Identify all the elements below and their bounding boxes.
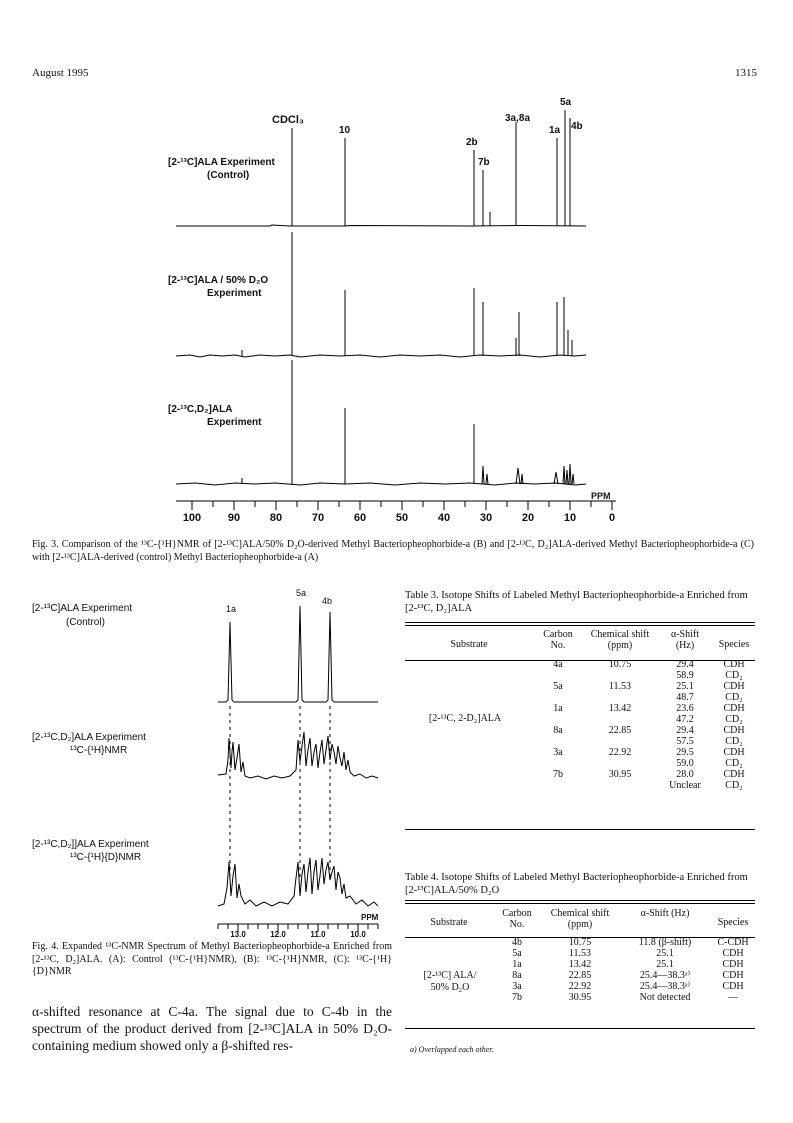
figure-4-spectra bbox=[0, 0, 400, 940]
table4-cell: CDH bbox=[722, 970, 744, 981]
fig3-tick-label: 10 bbox=[563, 512, 577, 524]
table4-cell: 22.85 bbox=[568, 970, 592, 981]
table4-cell: 22.92 bbox=[568, 981, 592, 992]
table3-cell: 11.53 bbox=[608, 681, 632, 692]
table3-cell: 47.2 bbox=[676, 714, 694, 725]
table4-cell: CDH bbox=[722, 948, 744, 959]
table4-cell: C-CDH bbox=[717, 937, 749, 948]
fig3-tick-label: 20 bbox=[521, 512, 535, 524]
table4-cell: Not detected bbox=[639, 992, 691, 1003]
fig3-tick-label: 80 bbox=[269, 512, 283, 524]
table3-cell bbox=[583, 714, 657, 725]
table3-cell: 4a bbox=[553, 659, 563, 670]
table4-cell: 25.4—38.3ᵃ⁾ bbox=[639, 981, 691, 992]
table4-cell: 4b bbox=[512, 937, 522, 948]
table4-row bbox=[405, 959, 755, 970]
table3-cell: 58.9 bbox=[676, 670, 694, 681]
fig3-peak-label-5a: 5a bbox=[560, 97, 572, 108]
table3-row bbox=[405, 692, 755, 703]
fig4-tick-label: 12.0 bbox=[270, 930, 286, 939]
table3-cell: 23.6 bbox=[676, 703, 694, 714]
fig4-label-a-sub: (Control) bbox=[66, 617, 105, 628]
table3-row bbox=[405, 736, 755, 747]
table3-cell bbox=[533, 670, 583, 681]
table3-row bbox=[405, 725, 755, 736]
table4-cell: 13.42 bbox=[568, 959, 592, 970]
fig3-peak-label-1a: 1a bbox=[549, 125, 561, 136]
table3-header: Chemical shift (ppm) bbox=[590, 629, 650, 651]
table3-row bbox=[405, 747, 755, 758]
table3-cell bbox=[533, 736, 583, 747]
fig3-tick-label: 100 bbox=[182, 512, 202, 524]
table3-cell: 29.4 bbox=[676, 659, 694, 670]
table3-cell: 22.85 bbox=[608, 725, 632, 736]
table3-header: Carbon No. bbox=[543, 629, 573, 651]
table3-cell: 28.0 bbox=[676, 769, 694, 780]
fig4-label-a: [2-¹³C]ALA Experiment bbox=[32, 603, 133, 614]
table3-cell bbox=[533, 780, 583, 791]
fig3-panel-c-sub: Experiment bbox=[207, 417, 262, 428]
table3-cell bbox=[583, 736, 657, 747]
fig3-tick-label: 0 bbox=[608, 512, 616, 524]
table3-cell: CD₂ bbox=[725, 736, 743, 747]
table3-body bbox=[405, 659, 755, 791]
fig3-peak-label-3a8a: 3a,8a bbox=[505, 113, 531, 124]
table3-cell bbox=[533, 714, 583, 725]
fig3-peak-label-4b: 4b bbox=[571, 121, 583, 132]
table4-cell: 8a bbox=[512, 970, 522, 981]
table3-cell: 7b bbox=[553, 769, 563, 780]
table3-cell: CDH bbox=[723, 681, 745, 692]
table3-cell: 30.95 bbox=[608, 769, 632, 780]
fig3-tick-label: 50 bbox=[395, 512, 409, 524]
table3-row bbox=[405, 780, 755, 791]
table4-substrate-line1: [2-¹³C] ALA/ bbox=[423, 970, 477, 981]
table3-cell: 29.4 bbox=[676, 725, 694, 736]
table4-footnote: a) Overlapped each other. bbox=[410, 1045, 494, 1054]
table3-cell: 25.1 bbox=[676, 681, 694, 692]
table3-cell bbox=[583, 670, 657, 681]
table4-cell: CDH bbox=[722, 981, 744, 992]
table3-cell bbox=[533, 692, 583, 703]
fig4-tick-label: 11.0 bbox=[310, 930, 326, 939]
table3-cell: 10.75 bbox=[608, 659, 632, 670]
table4-cell: 7b bbox=[512, 992, 522, 1003]
table4-cell: 3a bbox=[512, 981, 522, 992]
table4-cell: CDH bbox=[722, 959, 744, 970]
table3-cell: CDH bbox=[723, 659, 745, 670]
fig3-tick-label: 30 bbox=[479, 512, 493, 524]
fig3-peak-label-cdcl3: CDCl₃ bbox=[272, 114, 304, 126]
table4-header: Substrate bbox=[430, 917, 468, 928]
table4-cell: 1a bbox=[512, 959, 522, 970]
table3-header: Substrate bbox=[450, 638, 488, 650]
table4-cell: 25.4—38.3ᵃ⁾ bbox=[639, 970, 691, 981]
table3-cell bbox=[583, 692, 657, 703]
fig3-tick-label: 90 bbox=[227, 512, 241, 524]
fig4-label-c: [2-¹³C,D₂]]ALA Experiment bbox=[32, 839, 149, 850]
fig3-panel-b-label: [2-¹³C]ALA / 50% D₂O bbox=[168, 275, 269, 286]
table3 bbox=[405, 629, 755, 791]
table3-cell bbox=[583, 758, 657, 769]
table4-cell: — bbox=[728, 992, 738, 1003]
fig3-tick-label: 40 bbox=[437, 512, 451, 524]
fig3-tick-label: 70 bbox=[311, 512, 325, 524]
fig4-label-b-sub: ¹³C-{¹H}NMR bbox=[70, 745, 128, 756]
table4-title: Table 4. Isotope Shifts of Labeled Methyl Bacteriopheophorbide-a Enriched from [2-¹³C]ALA/50% D₂O bbox=[405, 872, 748, 896]
fig3-tick-label: 60 bbox=[353, 512, 367, 524]
table3-header: α-Shift (Hz) bbox=[670, 629, 700, 651]
fig3-panel-a-label: [2-¹³C]ALA Experiment bbox=[168, 157, 275, 168]
table3-cell: CDH bbox=[723, 769, 745, 780]
table4-cell: 10.75 bbox=[568, 937, 592, 948]
table3-cell: CDH bbox=[723, 747, 745, 758]
table3-cell: CD₂ bbox=[725, 714, 743, 725]
table3-row bbox=[405, 681, 755, 692]
table3-cell bbox=[583, 780, 657, 791]
table3-substrate: [2-¹³C, 2-D₂]ALA bbox=[428, 713, 502, 724]
fig4-spectrum-b bbox=[218, 732, 378, 779]
fig4-tick-label: 10.0 bbox=[350, 930, 366, 939]
table3-cell bbox=[533, 758, 583, 769]
table4-cell: 25.1 bbox=[656, 959, 674, 970]
table3-cell: 48.7 bbox=[676, 692, 694, 703]
fig3-panel-c-label: [2-¹³C,D₂]ALA bbox=[168, 404, 233, 415]
fig3-panel-b-sub: Experiment bbox=[207, 288, 262, 299]
fig3-caption: Fig. 3. Comparison of the ¹³C-{¹H}NMR of [2-¹³C]ALA/50% D₂O-derived Methyl Bacteriopheophorbide-a (B) and [2-¹³C, D₂]ALA-derived Methyl Bacteriopheophorbide-a (C) with [2-¹³C]ALA-derived (control) Methyl Bacteriopheophorbide-a (A) bbox=[32, 539, 754, 563]
table4-cell: 30.95 bbox=[568, 992, 592, 1003]
table4-cell: 5a bbox=[512, 948, 522, 959]
fig3-peak-label-7b: 7b bbox=[478, 157, 490, 168]
fig3-peak-label-2b: 2b bbox=[466, 137, 478, 148]
table4-cell: 11.53 bbox=[568, 948, 592, 959]
table3-cell: CD₂ bbox=[725, 670, 743, 681]
running-header-date: August 1995 bbox=[32, 67, 89, 79]
fig3-peak-label-10: 10 bbox=[339, 125, 351, 136]
table3-cell: CDH bbox=[723, 703, 745, 714]
table4-header: Species bbox=[717, 917, 749, 928]
table3-cell: 1a bbox=[553, 703, 563, 714]
table3-cell: 3a bbox=[553, 747, 563, 758]
table3-cell: CD₂ bbox=[725, 758, 743, 769]
fig4-peak-label-4b: 4b bbox=[322, 596, 333, 606]
table4-row bbox=[405, 937, 755, 948]
table3-row bbox=[405, 769, 755, 780]
table3-row bbox=[405, 670, 755, 681]
fig3-axis-unit: PPM bbox=[591, 491, 611, 501]
table4-cell: 11.8 (β-shift) bbox=[638, 937, 692, 948]
table4-cell: 25.1 bbox=[656, 948, 674, 959]
table4-header: α-Shift (Hz) bbox=[640, 908, 690, 919]
table4-row bbox=[405, 948, 755, 959]
table3-cell: CDH bbox=[723, 725, 745, 736]
table3-cell: 13.42 bbox=[608, 703, 632, 714]
table3-cell: 57.5 bbox=[676, 736, 694, 747]
table3-cell: 59.0 bbox=[676, 758, 694, 769]
table4-header: Chemical shift (ppm) bbox=[550, 908, 610, 930]
page-number: 1315 bbox=[735, 67, 757, 79]
table3-cell: 5a bbox=[553, 681, 563, 692]
table3-cell: 22.92 bbox=[608, 747, 632, 758]
table4-row bbox=[405, 992, 755, 1003]
table3-row bbox=[405, 758, 755, 769]
table3-cell: CD₂ bbox=[725, 780, 743, 791]
table3-header: Species bbox=[718, 638, 750, 650]
fig4-label-c-sub: ¹³C-{¹H}{D}NMR bbox=[70, 852, 142, 863]
fig4-axis-unit: PPM bbox=[361, 913, 379, 922]
table4-substrate-line2: 50% D₂O bbox=[430, 982, 470, 993]
fig4-tick-label: 13.0 bbox=[230, 930, 246, 939]
fig4-spectrum-a bbox=[218, 606, 378, 702]
fig4-caption: Fig. 4. Expanded ¹³C-NMR Spectrum of Methyl Bacteriopheophorbide-a Enriched from [2-¹³C, D₂]ALA. (A): Control (¹³C-{¹H}NMR), (B): ¹³C-{¹H}NMR, (C): ¹³C-{¹H}{D}NMR bbox=[32, 941, 392, 977]
table3-title: Table 3. Isotope Shifts of Labeled Methyl Bacteriopheophorbide-a Enriched from [2-¹³C, D₂]ALA bbox=[405, 590, 748, 614]
fig4-peak-label-5a: 5a bbox=[296, 588, 307, 598]
fig4-spectrum-c bbox=[218, 858, 378, 906]
fig4-label-b: [2-¹³C,D₂]ALA Experiment bbox=[32, 732, 146, 743]
table3-cell: Unclear bbox=[669, 780, 701, 791]
table3-cell: 29.5 bbox=[676, 747, 694, 758]
fig3-panel-a-sub: (Control) bbox=[207, 170, 250, 181]
fig4-peak-label-1a: 1a bbox=[226, 604, 237, 614]
body-paragraph: α-shifted resonance at C-4a. The signal due to C-4b in the spectrum of the product derived from [2-¹³C]ALA in 50% D₂O-containing medium showed only a β-shifted res- bbox=[32, 1004, 392, 1053]
table3-cell: 8a bbox=[553, 725, 563, 736]
table3-cell: CD₂ bbox=[725, 692, 743, 703]
table4-header: Carbon No. bbox=[502, 908, 532, 930]
